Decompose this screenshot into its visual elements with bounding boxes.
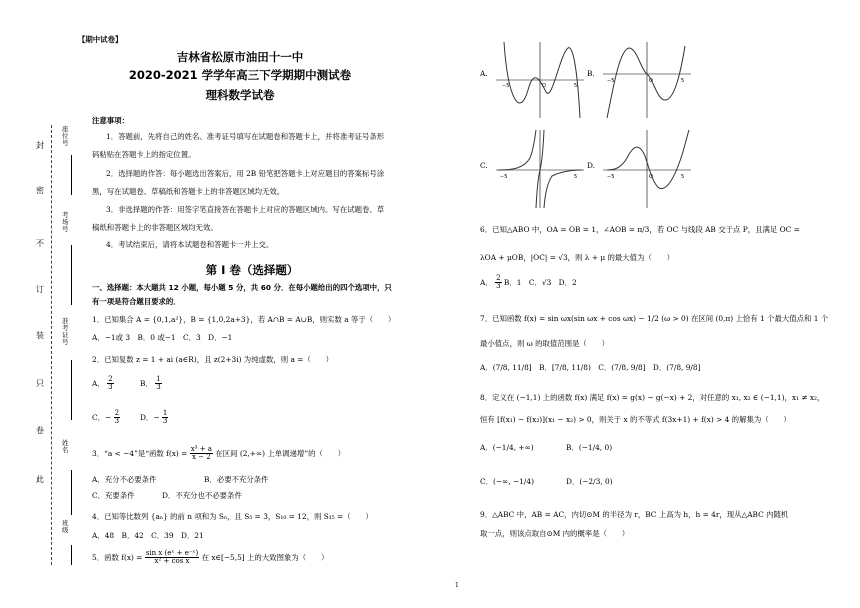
school-title: 吉林省松原市油田十一中	[176, 50, 304, 64]
tick-label: −5	[502, 83, 510, 89]
question-2-option-c	[92, 410, 120, 426]
fill-line	[71, 470, 72, 515]
origin-label: O	[649, 78, 653, 84]
question-4-options: A．48 B．42 C．39 D．21	[92, 531, 204, 540]
fill-line	[71, 155, 72, 195]
question-9-line2: 取一点，则该点取自⊙M 内的概率是（ ）	[480, 529, 630, 538]
origin-label: O	[542, 83, 546, 89]
note-line: 1．答题前，先将自己的姓名、准考证号填写在试题卷和答题卡上，并将准考证号条形	[106, 132, 385, 141]
graph-label: A.	[480, 69, 488, 78]
denominator: x − 2	[191, 453, 211, 462]
note-line: 3．非选择题的作答：用签字笔直接答在答题卡上对应的答题区域内。写在试题卷、草	[106, 205, 385, 214]
stem-part: 在区间 (2,+∞) 上单调递增”的（ ）	[215, 448, 346, 458]
binding-label: 此	[36, 475, 44, 484]
denominator: 3	[496, 282, 501, 291]
question-2-option-a	[92, 376, 114, 392]
fraction	[162, 410, 168, 426]
page-number: 1	[455, 582, 459, 589]
option-label: A．	[92, 378, 105, 388]
note-line: 4．考试结束后，请将本试题卷和答题卡一并上交。	[106, 240, 274, 249]
denominator: x² + cos x	[154, 557, 190, 566]
question-3-stem	[92, 446, 345, 462]
question-6-line1: 6．已知△ABO 中，OA = OB = 1，∠AOB = π/3，若 OC 与线段 AB 交于点 P，且满足 OC =	[480, 225, 800, 234]
class-field: 班 级	[62, 519, 69, 535]
section-intro: 有一项是符合题目要求的．	[92, 297, 181, 306]
question-8-line1: 8．定义在 (−1,1) 上的函数 f(x) 满足 f(x) = g(x) − g(−x) + 2，对任意的 x₁, x₂ ∈ (−1,1)，x₁ ≠ x₂，	[480, 393, 825, 402]
question-9-line1: 9．△ABC 中，AB = AC，内切⊙M 的半径为 r，BC 上高为 h，h = 4r，现从△ABC 内随机	[480, 510, 789, 519]
question-2-option-d	[140, 410, 168, 426]
binding-label: 封	[36, 141, 44, 150]
option-label: C．−	[92, 412, 112, 422]
notes-title: 注意事项：	[92, 116, 129, 125]
question-8-option-b: B．(−1/4, 0)	[566, 443, 613, 452]
denominator: 3	[114, 417, 120, 426]
question-7-line1: 7．已知函数 f(x) = sin ωx(sin ωx + cos ωx) − 1/2 (ω > 0) 在区间 (0,π) 上恰有 1 个最大值点和 1 个	[480, 314, 829, 323]
fraction	[190, 446, 213, 462]
binding-label: 卷	[36, 426, 44, 435]
option-label: A．	[480, 277, 493, 287]
fill-line	[71, 360, 72, 420]
question-3-option-a: A．充分不必要条件	[92, 475, 157, 484]
graph-d	[585, 128, 695, 210]
question-3-option-b: B．必要不充分条件	[204, 475, 269, 484]
question-8-option-a: A．(−1/4, +∞)	[480, 443, 534, 452]
exam-tag: 【期中试卷】	[78, 35, 123, 44]
question-2-stem: 2．已知复数 z = 1 + ai (a∈R)，且 z(2+3i) 为纯虚数，则 a =（ ）	[92, 355, 334, 364]
question-5-stem	[92, 550, 328, 566]
subject-title: 理科数学试卷	[205, 88, 275, 102]
fraction	[145, 550, 199, 566]
option-label: D．−	[140, 412, 160, 422]
denominator: 3	[156, 383, 161, 392]
admission-number-field: 准 考 证 号	[62, 317, 69, 347]
question-8-line2: 恒有 [f(x₁) − f(x₂)](x₁ − x₂) > 0，则关于 x 的不等式 f(3x+1) + f(x) > 4 的解集为（ ）	[480, 415, 791, 424]
stem-part: 在 x∈[−5,5] 上的大致图象为（ ）	[201, 552, 329, 562]
numerator: 2	[496, 274, 501, 282]
tick-label: 5	[681, 174, 685, 180]
numerator: 2	[108, 375, 113, 383]
exam-room-field: 考 场 号	[62, 211, 69, 234]
origin-label: O	[649, 174, 653, 180]
note-line: 稿纸和答题卡上的非答题区域均无效。	[92, 223, 218, 232]
numerator: 1	[156, 375, 161, 383]
fraction	[107, 376, 113, 392]
graph-c	[478, 128, 588, 210]
name-field: 姓 名	[62, 439, 69, 455]
graph-label: D.	[587, 161, 596, 170]
note-line: 黑，写在试题卷、草稿纸和答题卡上的非答题区域均无效。	[92, 187, 285, 196]
option-label: B．	[140, 378, 153, 388]
tick-label: −5	[607, 78, 615, 84]
tick-label: 5	[574, 174, 578, 180]
question-6-options	[480, 275, 577, 291]
question-7-options: A．(7/8, 11/8] B．[7/8, 11/8) C．(7/8, 9/8] D．(7/8, 9/8]	[480, 363, 701, 372]
numerator: x³ + a	[190, 445, 212, 453]
question-8-option-d: D．(−2/3, 0)	[566, 477, 613, 486]
seat-number-field: 座 位 号	[62, 125, 69, 148]
binding-label: 订	[36, 285, 44, 294]
question-1-options: A．−1或 3 B．0 或−1 C．3 D．−1	[92, 333, 233, 342]
numerator: 1	[162, 409, 168, 417]
question-3-option-c: C．充要条件	[92, 491, 135, 500]
graph-b-plot	[601, 40, 693, 120]
question-4-stem: 4．已知等比数列 {aₙ} 的前 n 项和为 Sₙ，且 S₅ = 3，S₁₀ = 12，则 S₁₅ =（ ）	[92, 512, 373, 521]
binding-label: 装	[36, 331, 44, 340]
tick-label: 5	[681, 78, 685, 84]
section-intro: 一、选择题：本大题共 12 小题，每小题 5 分，共 60 分．在每小题给出的四个选项中，只	[92, 283, 392, 292]
binding-line	[51, 125, 52, 565]
stem-part: 5．函数 f(x) =	[92, 552, 143, 562]
question-1-stem: 1．已知集合 A = {0,1,a²}，B = {1,0,2a+3}，若 A∩B = A∪B，则实数 a 等于（ ）	[92, 315, 396, 324]
graph-a	[478, 40, 588, 120]
graph-b	[585, 40, 695, 120]
denominator: 3	[162, 417, 168, 426]
numerator: sin x (eˣ + e⁻ˣ)	[145, 549, 199, 557]
binding-label: 只	[36, 379, 44, 388]
exam-title: 2020-2021 学学年高三下学期期中测试卷	[128, 68, 352, 82]
question-7-line2: 最小值点，则 ω 的取值范围是（ ）	[480, 339, 609, 348]
fraction	[155, 376, 161, 392]
numerator: 2	[114, 409, 120, 417]
note-line: 2．选择题的作答：每小题选出答案后，用 2B 铅笔把答题卡上对应题目的答案标号涂	[106, 169, 385, 178]
fraction	[114, 410, 120, 426]
question-8-option-c: C．(−∞, −1/4)	[480, 477, 534, 486]
options-rest: B．1 C．√3 D．2	[503, 277, 577, 287]
binding-label: 密	[36, 186, 44, 195]
fraction	[495, 275, 501, 291]
graph-label: C.	[480, 161, 488, 170]
graph-label: B.	[587, 69, 595, 78]
question-3-option-d: D．不充分也不必要条件	[162, 491, 242, 500]
stem-part: 3．“a < −4”是“函数 f(x) =	[92, 448, 188, 458]
graph-c-plot	[494, 128, 586, 210]
tick-label: 5	[574, 83, 578, 89]
tick-label: −5	[500, 174, 508, 180]
graph-d-plot	[601, 128, 693, 210]
part-title: 第 I 卷（选择题）	[205, 263, 299, 277]
denominator: 3	[108, 383, 113, 392]
graph-a-plot	[494, 40, 586, 120]
note-line: 码粘贴在答题卡上的指定位置。	[92, 150, 196, 159]
question-2-option-b	[140, 376, 162, 392]
fill-line	[71, 245, 72, 305]
binding-label: 不	[36, 239, 44, 248]
fill-line	[71, 545, 72, 565]
question-6-line2: λOA + μOB，|OC| = √3，则 λ + μ 的最大值为（ ）	[480, 253, 675, 262]
tick-label: −5	[607, 174, 615, 180]
